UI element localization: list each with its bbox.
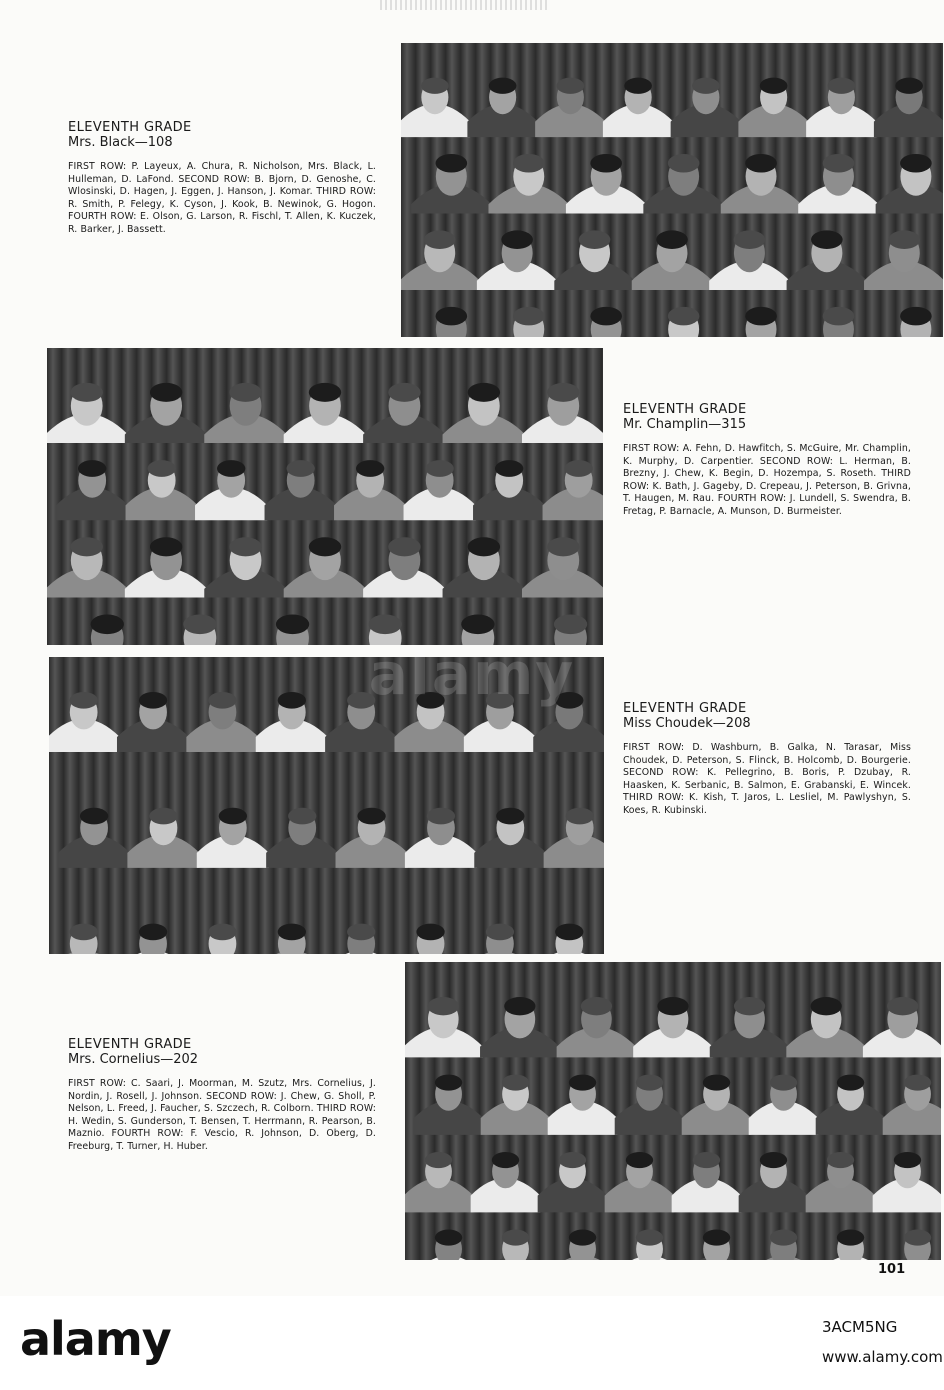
person-hair — [369, 614, 402, 634]
caption-cornelius — [68, 1037, 376, 1154]
person-hair — [70, 692, 98, 709]
student-names: FIRST ROW: P. Layeux, A. Chura, R. Nicholson, Mrs. Black, L. Hulleman, D. LaFond. SECOND ROW: B. Bjorn, D. Genoshe, C. Wlosinski, D. Hagen, J. Eggen, J. Hanson, J. Komar. THIRD ROW: R. Smith, P. Felegy, K. Cyson, J. Kook, B. Newinok, G. Hogon. FOURTH ROW: E. Olson, G. Larson, R. Fischl, T. Allen, K. Kuczek, R. Barker, J. Bassett. — [68, 161, 376, 235]
alamy-logo: alamy — [20, 1312, 171, 1366]
person-hair — [388, 537, 420, 556]
person-hair — [624, 78, 652, 94]
person-hair — [425, 1152, 452, 1168]
person-hair — [427, 808, 455, 825]
person-hair — [547, 537, 579, 556]
person-hair — [895, 78, 923, 94]
person-hair — [900, 154, 932, 173]
caption-choudek — [623, 701, 911, 818]
person-hair — [579, 230, 611, 249]
person-hair — [564, 460, 592, 477]
person-hair — [828, 78, 856, 94]
person-hair — [760, 1152, 787, 1168]
person-hair — [745, 307, 777, 326]
person-hair — [837, 1075, 864, 1091]
group-photo-silhouettes — [405, 962, 941, 1260]
section-teacher: Mr. Champlin—315 — [623, 417, 747, 432]
person-hair — [150, 383, 182, 402]
person-hair — [693, 1152, 720, 1168]
person-hair — [468, 383, 500, 402]
person-hair — [286, 460, 314, 477]
person-hair — [703, 1230, 730, 1246]
person-hair — [183, 614, 216, 634]
class-photo-black — [401, 43, 943, 337]
person-hair — [811, 230, 843, 249]
person-hair — [71, 383, 103, 402]
person-hair — [149, 808, 177, 825]
person-hair — [425, 460, 453, 477]
section-teacher: Mrs. Cornelius—202 — [68, 1052, 199, 1067]
person-hair — [496, 808, 524, 825]
person-hair — [513, 154, 545, 173]
caption-black — [68, 120, 376, 237]
person-hair — [513, 307, 545, 326]
class-photo-champlin — [47, 348, 603, 645]
person-hair — [823, 154, 855, 173]
person-hair — [581, 997, 612, 1015]
person-hair — [91, 614, 124, 634]
caption-champlin — [623, 402, 911, 519]
person-hair — [492, 1152, 519, 1168]
person-hair — [139, 924, 167, 941]
person-hair — [70, 924, 98, 941]
person-hair — [219, 808, 247, 825]
person-hair — [734, 230, 766, 249]
section-teacher: Miss Choudek—208 — [623, 716, 751, 731]
person-hair — [436, 154, 468, 173]
person-hair — [668, 154, 700, 173]
person-hair — [357, 808, 385, 825]
person-hair — [900, 307, 932, 326]
person-hair — [436, 307, 468, 326]
person-hair — [288, 808, 316, 825]
person-hair — [71, 537, 103, 556]
person-hair — [566, 808, 594, 825]
person-hair — [502, 1230, 529, 1246]
person-hair — [150, 537, 182, 556]
person-hair — [760, 78, 788, 94]
person-hair — [770, 1230, 797, 1246]
person-hair — [837, 1230, 864, 1246]
person-hair — [356, 460, 384, 477]
student-names: FIRST ROW: C. Saari, J. Moorman, M. Szutz, Mrs. Cornelius, J. Nordin, J. Rosell, J. Johnson. SECOND ROW: J. Chew, G. Sholl, P. Nelson, L. Freed, J. Faucher, S. Szczech, R. Colborn. THIRD ROW: H. Wedin, S. Gunderson, T. Bensen, T. Herrmann, R. Pearson, B. Maznio. FOURTH ROW: F. Vescio, R. Johnson, D. Oberg, D. Freeburg, T. Turner, H. Huber. — [68, 1078, 376, 1152]
person-hair — [424, 230, 456, 249]
person-hair — [745, 154, 777, 173]
section-title: ELEVENTH GRADE — [623, 402, 747, 417]
person-hair — [80, 808, 108, 825]
person-hair — [590, 307, 622, 326]
person-hair — [489, 78, 517, 94]
person-hair — [557, 78, 585, 94]
person-hair — [501, 230, 533, 249]
person-hair — [590, 154, 622, 173]
section-title: ELEVENTH GRADE — [68, 1037, 192, 1052]
person-hair — [656, 230, 688, 249]
person-hair — [770, 1075, 797, 1091]
person-hair — [495, 460, 523, 477]
person-hair — [276, 614, 309, 634]
person-hair — [811, 997, 842, 1015]
person-hair — [217, 460, 245, 477]
person-hair — [657, 997, 688, 1015]
person-hair — [894, 1152, 921, 1168]
person-hair — [278, 692, 306, 709]
class-photo-cornelius — [405, 962, 941, 1260]
person-hair — [504, 997, 535, 1015]
person-hair — [139, 692, 167, 709]
person-hair — [309, 383, 341, 402]
section-title: ELEVENTH GRADE — [623, 701, 747, 716]
group-photo-silhouettes — [401, 43, 943, 337]
person-hair — [692, 78, 720, 94]
person-hair — [636, 1075, 663, 1091]
person-hair — [555, 924, 583, 941]
person-hair — [468, 537, 500, 556]
person-hair — [416, 692, 444, 709]
person-hair — [668, 307, 700, 326]
person-hair — [569, 1230, 596, 1246]
person-hair — [147, 460, 175, 477]
student-names: FIRST ROW: A. Fehn, D. Hawfitch, S. McGuire, Mr. Champlin, K. Murphy, D. Carpentier. SECOND ROW: L. Herman, B. Brezny, J. Chew, K. Begin, D. Hozempa, S. Roseth. THIRD ROW: K. Bath, J. Gageby, D. Crepeau, J. Peterson, B. Grivna, T. Haugen, M. Rau. FOURTH ROW: J. Lundell, S. Swendra, B. Fretag, P. Barnacle, A. Munson, D. Burmeister. — [623, 443, 911, 517]
person-hair — [827, 1152, 854, 1168]
person-hair — [502, 1075, 529, 1091]
person-hair — [904, 1075, 931, 1091]
group-photo-silhouettes — [47, 348, 603, 645]
person-hair — [486, 924, 514, 941]
person-hair — [554, 614, 587, 634]
person-hair — [421, 78, 449, 94]
person-hair — [486, 692, 514, 709]
person-hair — [569, 1075, 596, 1091]
person-hair — [559, 1152, 586, 1168]
person-hair — [823, 307, 855, 326]
person-hair — [435, 1075, 462, 1091]
person-hair — [904, 1230, 931, 1246]
section-title: ELEVENTH GRADE — [68, 120, 192, 135]
student-names: FIRST ROW: D. Washburn, B. Galka, N. Tarasar, Miss Choudek, D. Peterson, S. Flinck, B. Holcomb, D. Bourgerie. SECOND ROW: K. Pellegrino, B. Boris, P. Dzubay, R. Haasken, K. Serbanic, B. Salmon, E. Grabanski, E. Wincek. THIRD ROW: K. Kish, T. Jaros, L. Lesliel, M. Pawlyshyn, S. Koes, R. Kubinski. — [623, 742, 911, 816]
person-hair — [887, 997, 918, 1015]
person-hair — [388, 383, 420, 402]
person-hair — [555, 692, 583, 709]
person-hair — [703, 1075, 730, 1091]
section-teacher: Mrs. Black—108 — [68, 135, 173, 150]
person-hair — [229, 383, 261, 402]
person-hair — [416, 924, 444, 941]
image-id: 3ACM5NG — [822, 1318, 898, 1336]
person-hair — [547, 383, 579, 402]
person-hair — [734, 997, 765, 1015]
person-hair — [428, 997, 459, 1015]
group-photo-silhouettes — [49, 657, 604, 954]
person-hair — [78, 460, 106, 477]
site-url[interactable]: www.alamy.com — [822, 1348, 943, 1366]
person-hair — [208, 924, 236, 941]
person-hair — [309, 537, 341, 556]
person-hair — [626, 1152, 653, 1168]
person-hair — [636, 1230, 663, 1246]
person-hair — [347, 692, 375, 709]
page-number: 101 — [878, 1262, 906, 1277]
person-hair — [435, 1230, 462, 1246]
person-hair — [229, 537, 261, 556]
person-hair — [347, 924, 375, 941]
person-hair — [461, 614, 494, 634]
person-hair — [208, 692, 236, 709]
person-hair — [278, 924, 306, 941]
class-photo-choudek — [49, 657, 604, 954]
person-hair — [888, 230, 920, 249]
scan-artifact — [380, 0, 550, 10]
